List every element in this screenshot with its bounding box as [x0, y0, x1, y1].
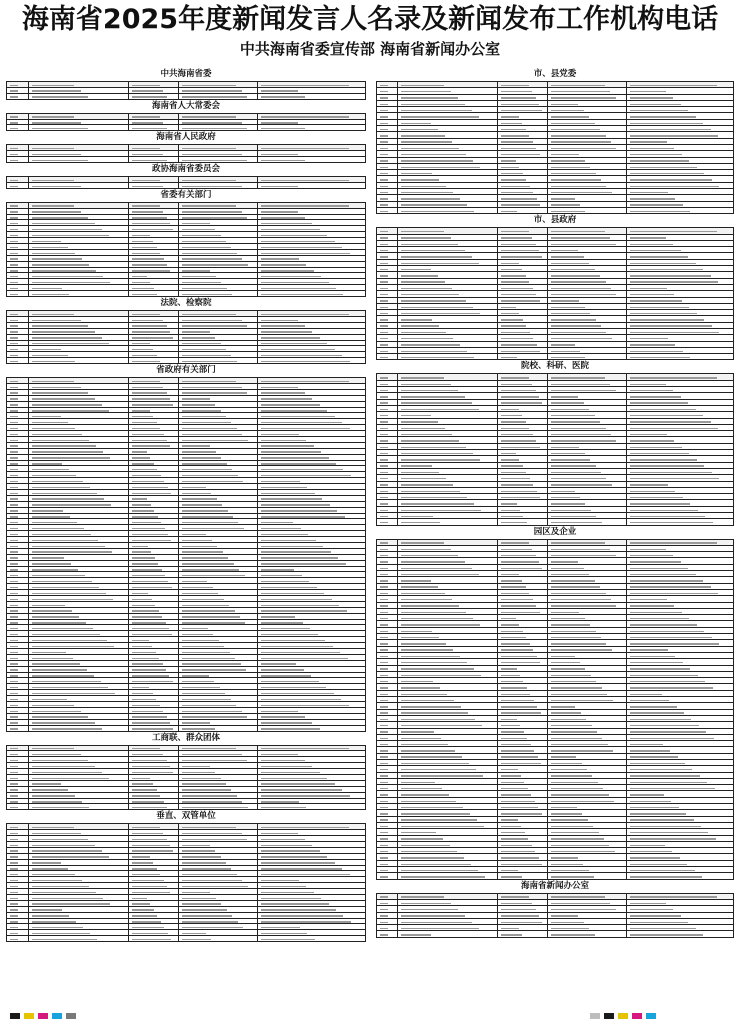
table-cell [548, 207, 627, 213]
table-cell [7, 936, 29, 942]
table-cell [398, 519, 498, 525]
table-cell [377, 519, 398, 525]
table-cell [129, 936, 179, 942]
table-row [7, 157, 366, 163]
table-cell [7, 93, 29, 99]
table-cell [258, 358, 366, 364]
table-row [7, 936, 366, 942]
section-title: 海南省人民政府 [156, 132, 216, 143]
table-row [7, 125, 366, 131]
table-cell [377, 207, 398, 213]
table-cell [548, 873, 627, 879]
table-cell [129, 93, 179, 99]
table-cell [7, 182, 29, 188]
color-swatch [52, 1013, 62, 1019]
table-cell [179, 936, 258, 942]
table-cell [7, 725, 29, 731]
directory-table [6, 176, 366, 189]
section-title: 院校、科研、医院 [520, 361, 589, 372]
table-cell [398, 873, 498, 879]
table-cell [129, 125, 179, 131]
table-cell [258, 725, 366, 731]
section-title: 市、县政府 [533, 215, 577, 226]
table-cell [179, 182, 258, 188]
table-row [377, 207, 734, 213]
table-cell [28, 157, 129, 163]
table-cell [258, 125, 366, 131]
table-cell [7, 358, 29, 364]
section-title: 工商联、群众团体 [151, 732, 220, 743]
directory-table [6, 202, 366, 297]
color-swatch [24, 1013, 34, 1019]
table-cell [28, 291, 129, 297]
table-cell [28, 358, 129, 364]
section-title: 海南省新闻办公室 [520, 880, 589, 891]
table-cell [179, 291, 258, 297]
directory-table [6, 144, 366, 163]
page-subtitle: 中共海南省委宣传部 海南省新闻办公室 [239, 40, 501, 58]
table-cell [28, 725, 129, 731]
table-cell [626, 207, 733, 213]
color-swatch [66, 1013, 76, 1019]
directory-table [376, 373, 734, 525]
table-cell [498, 873, 548, 879]
table-cell [258, 936, 366, 942]
table-row [7, 725, 366, 731]
directory-table [376, 893, 734, 938]
section-title: 海南省人大常委会 [151, 100, 220, 111]
color-swatch [604, 1013, 614, 1019]
table-cell [179, 157, 258, 163]
table-cell [129, 804, 179, 810]
directory-table [6, 377, 366, 731]
directory-table [6, 113, 366, 132]
table-cell [179, 93, 258, 99]
table-row [377, 873, 734, 879]
color-swatch [590, 1013, 600, 1019]
table-cell [28, 125, 129, 131]
table-cell [498, 354, 548, 360]
table-cell [179, 125, 258, 131]
color-swatch [38, 1013, 48, 1019]
table-cell [258, 93, 366, 99]
color-swatch [632, 1013, 642, 1019]
table-cell [498, 207, 548, 213]
table-row [377, 931, 734, 937]
directory-table [6, 310, 366, 364]
directory-table [376, 81, 734, 214]
table-cell [548, 519, 627, 525]
table-cell [129, 725, 179, 731]
table-cell [28, 182, 129, 188]
table-cell [28, 804, 129, 810]
table-cell [398, 931, 498, 937]
section-title: 省政府有关部门 [156, 365, 216, 376]
table-cell [498, 931, 548, 937]
section-title: 中共海南省委 [160, 69, 212, 79]
table-cell [7, 125, 29, 131]
table-cell [258, 182, 366, 188]
table-cell [28, 93, 129, 99]
table-cell [548, 354, 627, 360]
table-row [377, 354, 734, 360]
right-column [376, 68, 734, 938]
table-row [7, 182, 366, 188]
table-cell [258, 804, 366, 810]
directory-table [6, 81, 366, 100]
table-cell [398, 207, 498, 213]
section-title: 法院、检察院 [160, 298, 212, 309]
table-cell [398, 354, 498, 360]
directory-table [6, 745, 366, 811]
left-column [6, 68, 366, 942]
table-cell [28, 936, 129, 942]
directory-table [376, 227, 734, 360]
directory-table [376, 539, 734, 880]
table-cell [377, 873, 398, 879]
table-cell [548, 931, 627, 937]
table-row [7, 358, 366, 364]
table-cell [129, 182, 179, 188]
table-row [7, 804, 366, 810]
table-cell [377, 931, 398, 937]
page-title: 海南省2025年度新闻发言人名录及新闻发布工作机构电话 [21, 4, 719, 35]
table-cell [626, 354, 733, 360]
table-cell [179, 804, 258, 810]
table-row [7, 93, 366, 99]
table-cell [179, 725, 258, 731]
color-swatch [10, 1013, 20, 1019]
table-row [7, 291, 366, 297]
table-cell [129, 291, 179, 297]
section-title: 省委有关部门 [160, 189, 212, 200]
table-row [377, 519, 734, 525]
table-cell [626, 931, 733, 937]
color-swatch [646, 1013, 656, 1019]
color-bar-footer [0, 1011, 740, 1021]
table-cell [258, 291, 366, 297]
table-cell [7, 157, 29, 163]
color-swatch [618, 1013, 628, 1019]
section-title: 垂直、双管单位 [156, 811, 216, 822]
section-title: 市、县党委 [533, 69, 577, 79]
table-cell [258, 157, 366, 163]
table-cell [377, 354, 398, 360]
table-cell [7, 804, 29, 810]
table-cell [179, 358, 258, 364]
section-title: 园区及企业 [533, 526, 577, 537]
section-title: 政协海南省委员会 [151, 164, 220, 175]
table-cell [498, 519, 548, 525]
table-cell [626, 519, 733, 525]
table-cell [626, 873, 733, 879]
table-cell [129, 157, 179, 163]
directory-table [6, 823, 366, 942]
table-cell [7, 291, 29, 297]
table-cell [129, 358, 179, 364]
